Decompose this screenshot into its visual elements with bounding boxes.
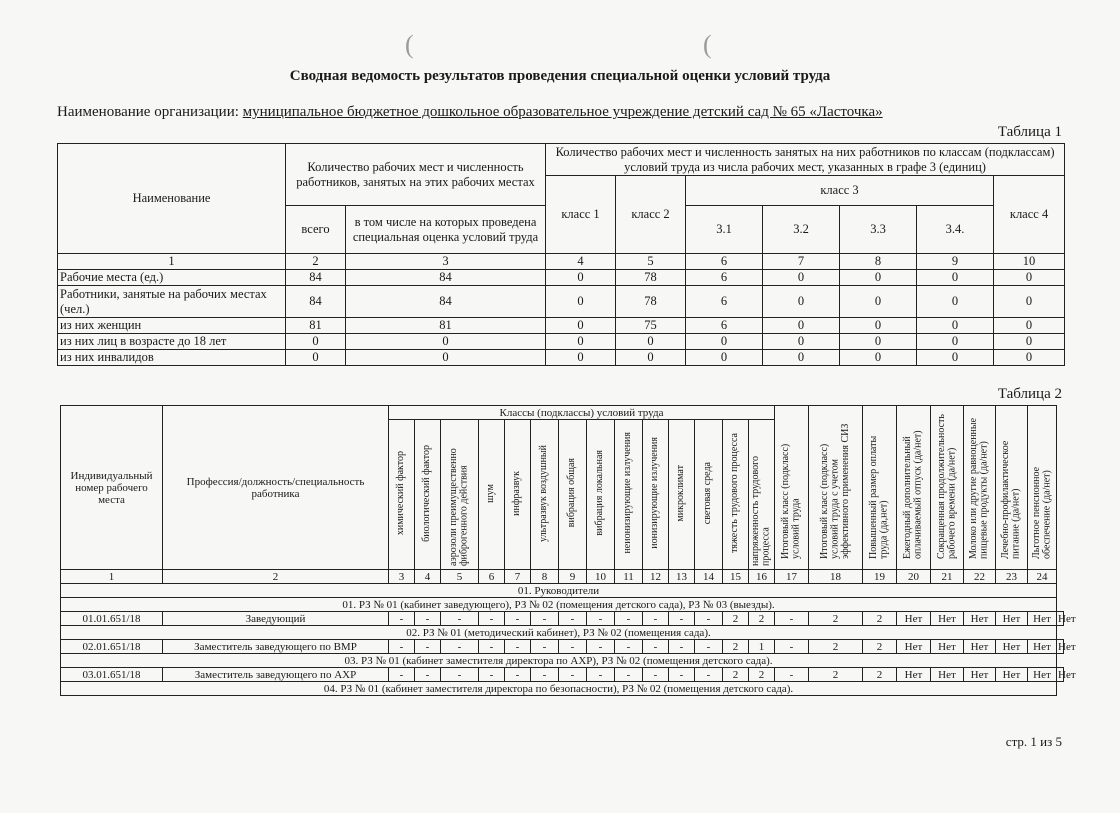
column-number: 16 [749,570,775,584]
cell: Нет [964,668,996,682]
header-text: Повышенный размер оплаты труда (да,нет) [868,435,890,559]
cell: 0 [994,318,1065,334]
cell: 0 [840,318,917,334]
cell: - [695,640,723,654]
col-guarantee-header [996,406,1028,570]
section-heading-row [61,626,1064,640]
cell: 2 [809,640,863,654]
header-text: Итоговый класс (подкласс) условий труда [780,443,802,559]
header-text: инфразвук [511,470,523,516]
cell: 0 [616,350,686,366]
column-number: 1 [58,254,286,270]
cell: 2 [723,640,749,654]
cell: Нет [996,640,1028,654]
cell: - [775,612,809,626]
summary-table [57,143,1065,366]
column-number: 7 [505,570,531,584]
cell: - [479,640,505,654]
column-number: 9 [559,570,587,584]
cell: - [559,668,587,682]
cell: Нет [897,612,931,626]
cell: Нет [931,612,964,626]
col-profession-header: Профессия/должность/специальность работника [163,406,389,570]
column-number: 10 [587,570,615,584]
cell: - [559,612,587,626]
table-row [58,286,1065,318]
cell: 78 [616,286,686,318]
cell: Нет [931,640,964,654]
col-total-header: всего [286,206,346,254]
row-label: из них женщин [58,318,286,334]
section-heading: 03. РЗ № 01 (кабинет заместителя директора по АХР), РЗ № 02 (помещения детского сада). [61,654,1057,668]
cell: 0 [286,334,346,350]
column-number: 12 [643,570,669,584]
cell: - [643,612,669,626]
column-number: 7 [763,254,840,270]
cell: 0 [994,350,1065,366]
cell: 0 [763,350,840,366]
workplace-id: 03.01.651/18 [61,668,163,682]
cell: 0 [763,270,840,286]
workplace-id: 01.01.651/18 [61,612,163,626]
cell: 2 [863,612,897,626]
cell: - [643,640,669,654]
cell: - [531,640,559,654]
col-factor-header [615,420,643,570]
col-class33-header: 3.3 [840,206,917,254]
cell: - [669,640,695,654]
cell: 0 [686,350,763,366]
column-number: 19 [863,570,897,584]
cell: - [531,612,559,626]
cell: 78 [616,270,686,286]
header-text: Ежегодный дополнительный оплачиваемый отпуск (да/нет) [902,429,924,559]
column-number: 9 [917,254,994,270]
column-number: 3 [389,570,415,584]
cell: 0 [840,334,917,350]
cell: Нет [1058,668,1076,681]
cell: Нет [996,668,1028,682]
col-guarantee-header [964,406,996,570]
cell: 6 [686,286,763,318]
workplaces-table [60,405,1076,696]
header-text: химический фактор [395,450,407,536]
col-name-header: Наименование [58,144,286,254]
col-factor-header [441,420,479,570]
row-label: из них инвалидов [58,350,286,366]
cell: 0 [346,334,546,350]
column-numbers-row [58,254,1065,270]
cell: 0 [917,334,994,350]
cell: - [505,640,531,654]
col-factor-header [559,420,587,570]
cell: 0 [840,286,917,318]
cell: 0 [994,286,1065,318]
table-row [58,350,1065,366]
column-number: 6 [479,570,505,584]
col-factor-header [643,420,669,570]
header-text: ионизирующие излучения [649,437,661,549]
column-number: 3 [346,254,546,270]
cell: 0 [994,334,1065,350]
cell: - [441,668,479,682]
col-factor-header [695,420,723,570]
col-count-header: Количество рабочих мест и численность работников, занятых на этих рабочих местах [286,144,546,206]
cell: - [587,668,615,682]
header-text: шум [485,483,497,503]
cell: Нет [931,668,964,682]
cell: - [479,668,505,682]
col-class4-header: класс 4 [994,176,1065,254]
cell: - [559,640,587,654]
cell: 6 [686,318,763,334]
cell: - [775,668,809,682]
profession: Заведующий [163,612,389,626]
header-text: Сокращенная продолжительность рабочего времени (да/нет) [935,413,957,559]
cell: 2 [863,640,897,654]
col-class3-header: класс 3 [686,176,994,206]
cell: 0 [763,334,840,350]
column-number: 2 [163,570,389,584]
header-text: Льготное пенсионное обеспечение (да/нет) [1030,466,1052,559]
cell: 84 [346,270,546,286]
col-factor-header [479,420,505,570]
cell: 0 [686,334,763,350]
column-number: 18 [809,570,863,584]
cell: - [695,612,723,626]
cell: Нет [1028,612,1057,626]
col-final-class-header [775,406,809,570]
workplace-sections [61,598,1076,682]
cell: 0 [546,334,616,350]
header-text: Лечебно-профилактическое питание (да/нет) [1000,440,1022,559]
column-number: 23 [996,570,1028,584]
column-number: 1 [61,570,163,584]
header-text: Молоко или другие равноценные пищевые продукты (да/нет) [968,417,990,559]
table-row [61,612,1064,626]
cell: 75 [616,318,686,334]
column-number: 13 [669,570,695,584]
cell: - [669,668,695,682]
profession: Заместитель заведующего по АХР [163,668,389,682]
workplace-id: 02.01.651/18 [61,640,163,654]
header-text: аэрозоли преимущественно фиброгенного действия [448,447,470,566]
section-heading: 02. РЗ № 01 (методический кабинет), РЗ № 02 (помещения сада). [61,626,1057,640]
cell: 0 [917,270,994,286]
page-number: стр. 1 из 5 [1005,734,1062,749]
cell: 0 [616,334,686,350]
header-text: напряженность трудового процесса [750,455,772,566]
cell: 0 [546,318,616,334]
col-classes-header: Количество рабочих мест и численность занятых на них работников по классам (подклассам) условий труда из числа рабочих мест, указанных в графе 3 (единиц) [546,144,1065,176]
col-classes-header: Классы (подклассы) условий труда [389,406,775,420]
cell: - [415,612,441,626]
document-title: Сводная ведомость результатов проведения специальной оценки условий труда [289,68,831,84]
cell: - [479,612,505,626]
col-id-header: Индивидуальный номер рабочего места [61,406,163,570]
scan-mark: ( [703,30,712,59]
column-number: 11 [615,570,643,584]
cell: 2 [863,668,897,682]
cell: 0 [546,270,616,286]
col-factor-header [531,420,559,570]
cell: Нет [1028,640,1057,654]
col-factor-header [669,420,695,570]
cell: 2 [809,612,863,626]
cell: 0 [840,270,917,286]
header-text: биологический фактор [421,444,433,542]
col-guarantee-header [1028,406,1057,570]
cell: 2 [809,668,863,682]
cell: - [587,612,615,626]
column-number: 5 [441,570,479,584]
cell: 0 [840,350,917,366]
column-number: 4 [415,570,441,584]
cell: - [615,640,643,654]
column-number: 8 [531,570,559,584]
cell: 0 [917,350,994,366]
cell: Нет [1058,612,1076,625]
cell: 0 [917,318,994,334]
header-text: микроклимат [675,464,687,522]
header-text: световая среда [702,461,714,525]
cell: 84 [346,286,546,318]
cell: - [775,640,809,654]
table-row [58,334,1065,350]
cell: - [587,640,615,654]
cell: - [415,668,441,682]
row-label: Рабочие места (ед.) [58,270,286,286]
col-class2-header: класс 2 [616,176,686,254]
cell: Нет [1058,640,1076,653]
col-guarantee-header [897,406,931,570]
column-number: 8 [840,254,917,270]
cell: 0 [346,350,546,366]
table-row [58,270,1065,286]
header-text: неионизирующие излучения [622,432,634,554]
cell: - [615,612,643,626]
cell: 0 [763,318,840,334]
cell: - [389,612,415,626]
column-number: 2 [286,254,346,270]
cell: 81 [286,318,346,334]
cell: - [389,640,415,654]
scan-mark: ( [405,30,414,59]
cell: 2 [749,612,775,626]
organization-label: Наименование организации: [57,104,243,120]
cell: 2 [723,612,749,626]
column-number: 6 [686,254,763,270]
cell: - [669,612,695,626]
cell: 0 [917,286,994,318]
organization-line [57,104,883,121]
column-number: 14 [695,570,723,584]
cell: 2 [723,668,749,682]
col-factor-header [415,420,441,570]
table-row [61,640,1064,654]
col-assessed-header: в том числе на которых проведена специальная оценка условий труда [346,206,546,254]
col-class1-header: класс 1 [546,176,616,254]
cell: 0 [763,286,840,318]
row-label: Работники, занятые на рабочих местах (чел.) [58,286,286,318]
table-row [61,668,1064,682]
col-guarantee-header [863,406,897,570]
header-text: ультразвук воздушный [538,444,550,542]
col-guarantee-header [931,406,964,570]
cell: - [615,668,643,682]
col-factor-header [587,420,615,570]
organization-name: муниципальное бюджетное дошкольное образовательное учреждение детский сад № 65 «Ласточка» [242,104,883,120]
cell: 1 [749,640,775,654]
cell: - [441,612,479,626]
cell: Нет [897,640,931,654]
row-label: из них лиц в возрасте до 18 лет [58,334,286,350]
cell: Нет [996,612,1028,626]
table-row [58,318,1065,334]
column-number: 20 [897,570,931,584]
col-class32-header: 3.2 [763,206,840,254]
column-number: 10 [994,254,1065,270]
cell: - [505,668,531,682]
cell: - [415,640,441,654]
column-numbers-row [61,570,1064,584]
profession: Заместитель заведующего по ВМР [163,640,389,654]
cell: 0 [286,350,346,366]
cell: Нет [897,668,931,682]
column-number: 4 [546,254,616,270]
column-number: 17 [775,570,809,584]
cell: 84 [286,270,346,286]
cell: Нет [964,640,996,654]
col-factor-header [723,420,749,570]
section-heading: 04. РЗ № 01 (кабинет заместителя директора по безопасности), РЗ № 02 (помещения детского сада). [61,682,1057,696]
cell: - [643,668,669,682]
cell: - [505,612,531,626]
col-class34-header: 3.4. [917,206,994,254]
header-text: тяжесть трудового процесса [729,433,741,553]
section-heading-row [61,598,1064,612]
column-number: 15 [723,570,749,584]
cell: 0 [546,286,616,318]
column-number: 21 [931,570,964,584]
table2-caption: Таблица 2 [997,386,1062,402]
cell: 6 [686,270,763,286]
column-number: 22 [964,570,996,584]
column-number: 5 [616,254,686,270]
section-heading-row [61,654,1064,668]
cell: - [389,668,415,682]
cell: - [531,668,559,682]
header-text: вибрация локальная [594,450,606,536]
column-number: 24 [1028,570,1057,584]
col-factor-header [749,420,775,570]
cell: - [441,640,479,654]
col-class31-header: 3.1 [686,206,763,254]
table1-caption: Таблица 1 [997,124,1062,140]
cell: Нет [964,612,996,626]
header-text: вибрация общая [566,458,578,528]
col-factor-header [505,420,531,570]
cell: 84 [286,286,346,318]
cell: 0 [994,270,1065,286]
cell: 81 [346,318,546,334]
group-heading: 01. Руководители [61,584,1057,598]
section-heading: 01. РЗ № 01 (кабинет заведующего), РЗ № 02 (помещения детского сада), РЗ № 03 (выезды). [61,598,1057,612]
col-factor-header [389,420,415,570]
cell: 0 [546,350,616,366]
col-final-class-siz-header [809,406,863,570]
cell: - [695,668,723,682]
cell: 2 [749,668,775,682]
cell: Нет [1028,668,1057,682]
header-text: Итоговый класс (подкласс) условий труда с учетом эффективного применения СИЗ [818,423,851,559]
